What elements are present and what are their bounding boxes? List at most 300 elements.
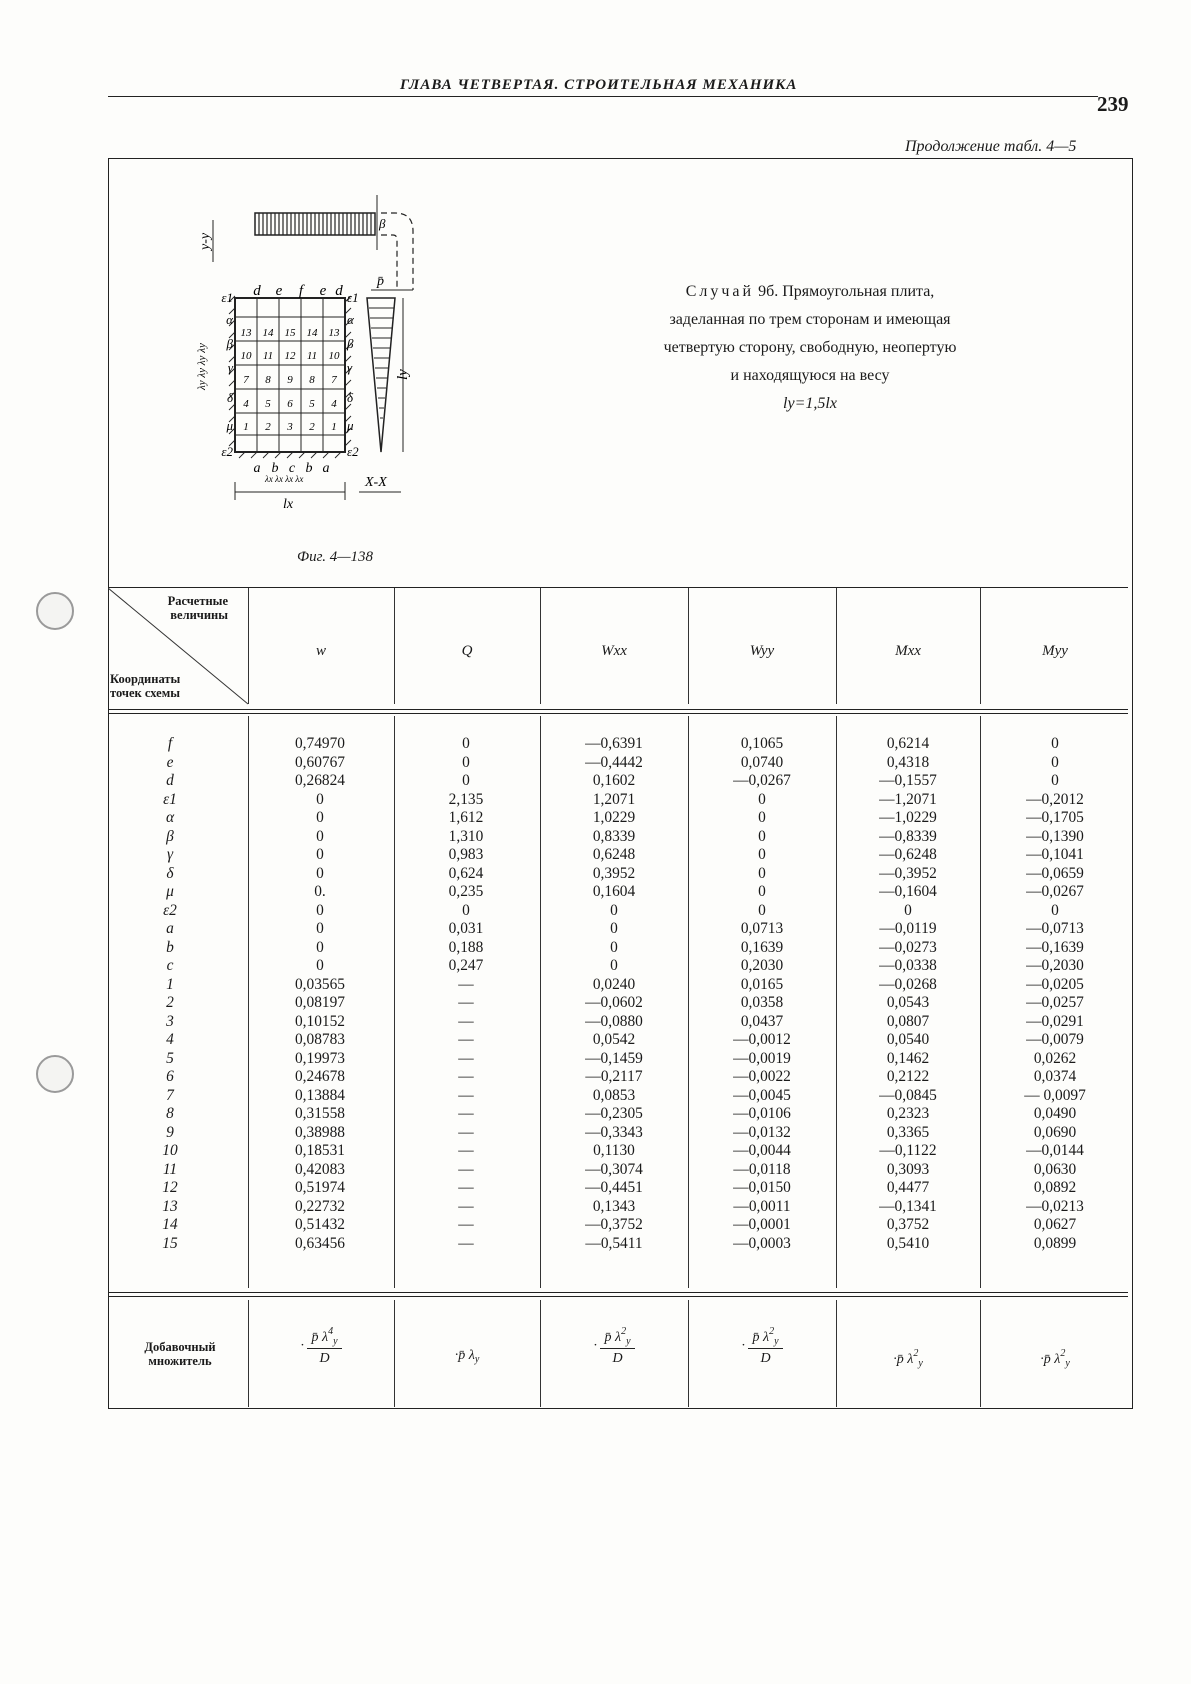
svg-text:13: 13 (240, 327, 252, 339)
left-scale: λy λy λy λy (196, 343, 208, 390)
table-cell: 0 (462, 735, 470, 752)
coord-cell: δ (166, 864, 174, 882)
svg-text:13: 13 (328, 327, 340, 339)
coord-cell: 15 (162, 1234, 178, 1252)
table-cell: 1,310 (448, 827, 484, 845)
table-cell: — (458, 1216, 474, 1233)
coord-cell: β (166, 827, 174, 845)
coord-cell: 9 (166, 1123, 174, 1141)
table-cell: 0 (316, 827, 324, 845)
multiplier-mxx: ·p̄ $\lambda^2_y$ (893, 1348, 923, 1369)
table-cell: —0,0079 (1026, 1031, 1084, 1048)
col-header-myy: Myy (1042, 643, 1068, 659)
table-cell: 0,1065 (740, 735, 784, 752)
table-cell: 0,0543 (886, 994, 930, 1011)
svg-text:a: a (322, 461, 330, 476)
table-cell: 0 (610, 901, 618, 919)
col-sep (980, 716, 981, 1288)
svg-text:2: 2 (265, 421, 271, 433)
figure-caption: Фиг. 4—138 (297, 549, 374, 565)
svg-text:d: d (253, 283, 261, 299)
multiplier-wxx: · $\frac{p̄ \lambda^2_y}{D}$ (540, 1326, 688, 1367)
coord-cell: b (166, 938, 174, 956)
svg-text:ε1: ε1 (221, 290, 233, 305)
table-cell: 0,0627 (1033, 1216, 1077, 1233)
table-cell: 0,1639 (740, 938, 784, 956)
table-cell: 0,2122 (886, 1068, 930, 1085)
table-cell: —0,1705 (1026, 809, 1084, 826)
col-sep (688, 716, 689, 1288)
table-cell: —0,2030 (1026, 957, 1084, 974)
table-cell: 0,188 (448, 938, 484, 956)
case-number: 9б. (754, 283, 779, 300)
table-cell: —0,1604 (879, 883, 937, 900)
coord-column (130, 735, 210, 1253)
svg-text:e: e (275, 283, 283, 299)
w-column (250, 735, 390, 1253)
svg-text:7: 7 (243, 374, 249, 386)
coord-cell: f (167, 735, 173, 752)
table-cell: —0,1639 (1026, 938, 1084, 956)
table-cell: —0,0257 (1026, 994, 1084, 1011)
table-cell: 0,0165 (740, 975, 784, 993)
table-cell: — (458, 1197, 474, 1215)
table-cell: 0,08197 (294, 994, 346, 1011)
table-cell: 0,0690 (1033, 1123, 1077, 1141)
coord-cell: μ (166, 883, 174, 900)
table-cell: —0,3074 (585, 1160, 643, 1178)
case-line1: Прямоугольная плита, (778, 283, 935, 300)
col-header-mxx: Mxx (895, 643, 921, 659)
svg-text:14: 14 (262, 327, 274, 339)
coord-cell: 2 (166, 994, 174, 1011)
svg-text:6: 6 (287, 398, 293, 410)
table-cell: —0,2117 (585, 1068, 643, 1085)
svg-text:d: d (335, 283, 343, 299)
table-cell: —1,2071 (879, 790, 937, 808)
table-cell: 0 (316, 846, 324, 863)
svg-text:β: β (347, 336, 354, 351)
table-cell: 0,0713 (740, 920, 784, 937)
table-cell: —0,0011 (733, 1197, 791, 1215)
table-cell: 0,1343 (592, 1197, 636, 1215)
case-line3: четвертую сторону, свободную, неопертую (663, 339, 957, 356)
coord-cell: 8 (166, 1105, 174, 1122)
col-header-wxx: Wxx (601, 643, 627, 659)
header-rule-1 (108, 709, 1128, 710)
table-top-border (108, 587, 1128, 588)
corner-header-values: Расчетные величины (167, 594, 228, 622)
svg-text:4: 4 (243, 398, 249, 410)
table-cell: 0 (758, 901, 766, 919)
coord-cell: ε1 (163, 790, 177, 808)
table-cell: —0,1341 (879, 1197, 937, 1215)
table-cell: —0,4442 (585, 753, 643, 771)
corner-header-coordinates: Координаты точек схемы (110, 672, 181, 700)
table-cell: 0 (758, 883, 766, 900)
table-cell: 0,3365 (886, 1123, 930, 1141)
table-cell: —0,0001 (733, 1216, 791, 1233)
svg-text:δ: δ (226, 390, 233, 405)
table-cell: —0,6391 (585, 735, 643, 752)
table-cell: —0,0273 (879, 938, 937, 956)
table-cell: 0,6214 (886, 735, 930, 752)
multiplier-q: ·p̄ $\lambda_y$ (454, 1348, 480, 1365)
running-header: ГЛАВА ЧЕТВЕРТАЯ. СТРОИТЕЛЬНАЯ МЕХАНИКА (400, 77, 798, 93)
table-cell: 0,1602 (592, 772, 636, 789)
table-cell: 0 (316, 864, 324, 882)
table-cell: 0,2323 (886, 1105, 930, 1122)
svg-text:12: 12 (284, 350, 296, 362)
table-cell: 0 (316, 809, 324, 826)
table-cell: — (458, 1049, 474, 1067)
table-cell: 0,42083 (294, 1160, 346, 1178)
wyy-column (690, 735, 834, 1253)
table-cell: 0 (758, 809, 766, 826)
table-cell: 0,63456 (294, 1234, 346, 1252)
coord-cell: c (166, 957, 174, 974)
table-cell: 0,0490 (1033, 1105, 1077, 1122)
coord-cell: 13 (162, 1197, 178, 1215)
table-cell: — (458, 1160, 474, 1178)
svg-text:γ: γ (227, 360, 233, 375)
punch-hole (36, 1055, 74, 1093)
table-cell: 0,38988 (294, 1123, 346, 1141)
table-cell: 0,5410 (886, 1234, 930, 1252)
wxx-column (542, 735, 686, 1253)
table-cell: 0 (462, 901, 470, 919)
table-cell: — (458, 1012, 474, 1030)
punch-hole (36, 592, 74, 630)
table-cell: 0,0807 (886, 1012, 930, 1030)
table-cell: 0,0740 (740, 753, 784, 771)
table-cell: —0,0267 (1026, 883, 1084, 900)
table-cell: 0 (316, 938, 324, 956)
col-sep (248, 716, 249, 1288)
table-cell: —0,0003 (733, 1234, 791, 1252)
table-cell: —0,1390 (1026, 827, 1084, 845)
table-cell: —0,1122 (879, 1142, 937, 1159)
table-cell: — (458, 1123, 474, 1141)
table-cell: —0,0106 (733, 1105, 791, 1122)
svg-text:f: f (298, 283, 304, 299)
svg-text:e: e (319, 283, 327, 299)
table-cell: 0,51432 (294, 1216, 346, 1233)
table-cell: 0,19973 (294, 1049, 346, 1067)
table-cell: —0,0268 (879, 975, 937, 993)
table-cell: 0,3752 (886, 1216, 930, 1233)
table-cell: —0,0659 (1026, 864, 1084, 882)
table-cell: — (458, 1179, 474, 1196)
table-cell: 0 (316, 901, 324, 919)
svg-text:μ: μ (347, 418, 354, 433)
svg-text:b: b (271, 461, 279, 476)
table-cell: 0,247 (448, 957, 484, 974)
table-cell: 0,8339 (592, 827, 636, 845)
table-cell: —0,6248 (879, 846, 937, 863)
table-cell: 0,0853 (592, 1086, 636, 1104)
svg-text:2: 2 (309, 421, 315, 433)
coord-cell: 7 (166, 1086, 174, 1104)
table-cell: 0,983 (448, 846, 484, 863)
table-cell: 0 (610, 920, 618, 937)
table-cell: 0,6248 (592, 846, 636, 863)
table-cell: — (458, 1086, 474, 1104)
table-cell: 0,0374 (1033, 1068, 1077, 1085)
left-point-labels (221, 290, 234, 459)
table-cell: 0 (1051, 753, 1059, 771)
coord-cell: α (165, 809, 175, 826)
svg-text:9: 9 (287, 374, 293, 386)
table-cell: —0,2305 (585, 1105, 643, 1122)
table-cell: —0,0845 (879, 1086, 937, 1104)
table-cell: —0,0118 (733, 1160, 791, 1178)
svg-text:c: c (288, 461, 296, 476)
svg-text:ε1: ε1 (347, 290, 359, 305)
svg-text:α: α (347, 312, 354, 327)
coord-cell: 12 (162, 1179, 178, 1196)
table-cell: —0,0713 (1026, 920, 1084, 937)
table-cell: — (458, 1105, 474, 1122)
svg-text:b: b (305, 461, 313, 476)
table-cell: — (458, 1234, 474, 1252)
footer-rule-2 (108, 1296, 1128, 1297)
svg-text:a: a (253, 461, 261, 476)
table-cell: 0,0540 (886, 1031, 930, 1048)
table-cell: —0,0291 (1026, 1012, 1084, 1030)
load-label: p̄ (377, 274, 384, 289)
table-cell: — (458, 1068, 474, 1085)
table-cell: 0,08783 (294, 1031, 346, 1048)
svg-text:11: 11 (262, 350, 274, 362)
table-cell: 0 (1051, 735, 1059, 752)
table-cell: — 0,0097 (1024, 1086, 1086, 1104)
svg-text:4: 4 (331, 398, 337, 410)
svg-text:ε2: ε2 (221, 444, 233, 459)
coord-cell: d (166, 772, 174, 789)
table-cell: — (458, 994, 474, 1011)
table-cell: 0,03565 (294, 975, 346, 993)
coord-cell: e (166, 753, 174, 771)
table-cell: 1,612 (448, 809, 484, 826)
svg-text:1: 1 (331, 421, 337, 433)
col-header-w: w (315, 643, 326, 659)
table-cell: 0,10152 (294, 1012, 346, 1030)
table-cell: —0,3343 (585, 1123, 643, 1141)
col-sep (394, 716, 395, 1288)
table-cell: 0,0899 (1033, 1234, 1077, 1252)
svg-text:1: 1 (243, 421, 249, 433)
top-point-labels (253, 283, 343, 299)
multiplier-w: · $\frac{p̄ \lambda^4_y}{D}$ (248, 1326, 394, 1367)
table-cell: —0,3752 (585, 1216, 643, 1233)
svg-text:8: 8 (265, 374, 271, 386)
table-cell: 0 (316, 957, 324, 974)
coord-cell: γ (166, 846, 174, 863)
table-cell: —0,5411 (585, 1234, 643, 1252)
header-rule (108, 96, 1098, 97)
svg-text:β: β (226, 336, 233, 351)
table-cell: — (458, 1142, 474, 1159)
svg-text:α: α (226, 312, 233, 327)
table-cell: 0,22732 (294, 1197, 346, 1215)
svg-text:ε2: ε2 (347, 444, 359, 459)
table-cell: 0,1604 (592, 883, 636, 900)
svg-text:15: 15 (284, 327, 296, 339)
coord-cell: 5 (166, 1049, 174, 1067)
table-cell: 2,135 (448, 790, 484, 808)
page-number: 239 (1097, 92, 1129, 116)
table-cell: 0 (1051, 901, 1059, 919)
table-cell: 0,0542 (592, 1031, 636, 1048)
svg-text:δ: δ (347, 390, 354, 405)
q-column (396, 735, 536, 1253)
table-cell: —0,0022 (733, 1068, 791, 1085)
table-cell: 0 (610, 938, 618, 956)
table-continuation-note: Продолжение табл. 4—5 (905, 138, 1077, 155)
case-formula: ly=1,5lx (783, 395, 837, 412)
grid-numbers (241, 327, 341, 433)
table-cell: 0 (758, 827, 766, 845)
table-cell: 0,4477 (886, 1179, 930, 1196)
table-cell: —1,0229 (879, 809, 937, 826)
table-cell: 0 (316, 790, 324, 808)
col-header-wyy: Wyy (749, 643, 775, 659)
table-cell: 0,3093 (886, 1160, 930, 1178)
coord-cell: 14 (162, 1216, 178, 1233)
table-cell: 0 (462, 772, 470, 789)
table-cell: 0,31558 (294, 1105, 346, 1122)
table-cell: —0,0880 (585, 1012, 643, 1030)
table-cell: 0,26824 (294, 772, 346, 789)
right-point-labels (346, 290, 359, 459)
table-cell: 0,235 (448, 883, 484, 900)
svg-text:11: 11 (306, 350, 318, 362)
table-cell: —0,4451 (585, 1179, 643, 1196)
table-cell: 0 (610, 957, 618, 974)
coord-cell: 3 (166, 1012, 174, 1030)
table-cell: — (458, 975, 474, 993)
table-cell: 0,60767 (294, 753, 346, 771)
multiplier-wyy: · $\frac{p̄ \lambda^2_y}{D}$ (688, 1326, 836, 1367)
table-cell: —0,0267 (733, 772, 791, 789)
table-cell: 0,0262 (1033, 1049, 1077, 1067)
table-cell: 0 (316, 920, 324, 937)
table-cell: —0,0119 (879, 920, 937, 937)
table-cell: 0,13884 (294, 1086, 346, 1104)
table-cell: 0,24678 (294, 1068, 346, 1085)
coord-cell: a (166, 920, 174, 937)
table-cell: —0,1041 (1026, 846, 1084, 863)
multiplier-myy: ·p̄ $\lambda^2_y$ (1040, 1348, 1070, 1369)
table-cell: —0,0338 (879, 957, 937, 974)
case-description (580, 278, 1040, 418)
myy-column (982, 735, 1128, 1253)
table-cell: 0,031 (448, 920, 484, 937)
table-cell: —0,0205 (1026, 975, 1084, 993)
svg-text:μ: μ (226, 418, 233, 433)
svg-text:10: 10 (328, 350, 340, 362)
table-cell: —0,0044 (733, 1142, 791, 1159)
table-cell: — (458, 1031, 474, 1048)
table-cell: 1,2071 (592, 790, 636, 808)
coord-cell: ε2 (163, 901, 177, 919)
mxx-column (838, 735, 978, 1253)
coord-cell: 10 (162, 1142, 178, 1159)
case-line2: заделанная по трем сторонам и имеющая (669, 311, 951, 328)
table-cell: 0,0437 (740, 1012, 784, 1030)
table-cell: 0 (758, 846, 766, 863)
col-sep (540, 716, 541, 1288)
table-cell: —0,0213 (1026, 1197, 1084, 1215)
svg-text:8: 8 (309, 374, 315, 386)
table-cell: 0,0892 (1033, 1179, 1077, 1196)
coord-cell: 6 (166, 1068, 174, 1085)
table-cell: —0,0132 (733, 1123, 791, 1141)
table-cell: 0,4318 (886, 753, 930, 771)
table-cell: —0,0602 (585, 994, 643, 1011)
table-cell: —0,3952 (879, 864, 937, 882)
multiplier-label: Добавочный множитель (144, 1340, 216, 1368)
table-cell: 0,51974 (294, 1179, 346, 1196)
table-cell: 1,0229 (592, 809, 636, 826)
coord-cell: 4 (166, 1031, 174, 1048)
table-cell: 0 (904, 901, 912, 919)
table-cell: 0 (1051, 772, 1059, 789)
coord-cell: 11 (162, 1160, 178, 1178)
table-cell: —0,8339 (879, 827, 937, 845)
svg-text:3: 3 (287, 421, 293, 433)
svg-text:7: 7 (331, 374, 337, 386)
table-cell: 0,0240 (592, 975, 636, 993)
table-cell: 0,18531 (294, 1142, 346, 1159)
span-x-label: lx (283, 497, 294, 512)
table-cell: —0,0150 (733, 1179, 791, 1196)
table-cell: 0 (758, 864, 766, 882)
table-cell: 0 (462, 753, 470, 771)
table-cell: —0,2012 (1026, 790, 1084, 808)
svg-text:10: 10 (240, 350, 252, 362)
footer-rule-1 (108, 1292, 1128, 1293)
case-label: Случай (685, 283, 755, 300)
axis-y-label: y-y (198, 232, 213, 250)
bottom-scale: λx λx λx λx (265, 474, 304, 484)
table-cell: —0,1459 (585, 1049, 643, 1067)
col-sep (836, 716, 837, 1288)
svg-text:14: 14 (306, 327, 318, 339)
table-cell: —0,0045 (733, 1086, 791, 1104)
span-y-label: ly (395, 369, 411, 380)
table-cell: —0,0144 (1026, 1142, 1084, 1159)
col-header-q: Q (461, 643, 473, 659)
table-cell: 0 (758, 790, 766, 808)
table-cell: 0,1462 (886, 1049, 930, 1067)
header-rule-2 (108, 713, 1128, 714)
svg-text:γ: γ (347, 360, 353, 375)
table-cell: 0,1130 (593, 1142, 635, 1159)
beta-label: β (379, 216, 386, 231)
table-cell: 0,0358 (740, 994, 784, 1011)
table-cell: —0,1557 (879, 772, 937, 789)
plate-diagram (195, 190, 455, 535)
axis-x-label: X-X (365, 475, 387, 490)
table-cell: 0. (314, 883, 326, 900)
table-cell: 0,3952 (592, 864, 636, 882)
coord-cell: 1 (166, 975, 174, 993)
table-cell: 0,0630 (1033, 1160, 1077, 1178)
table-cell: —0,0012 (733, 1031, 791, 1048)
table-cell: 0,74970 (294, 735, 346, 752)
